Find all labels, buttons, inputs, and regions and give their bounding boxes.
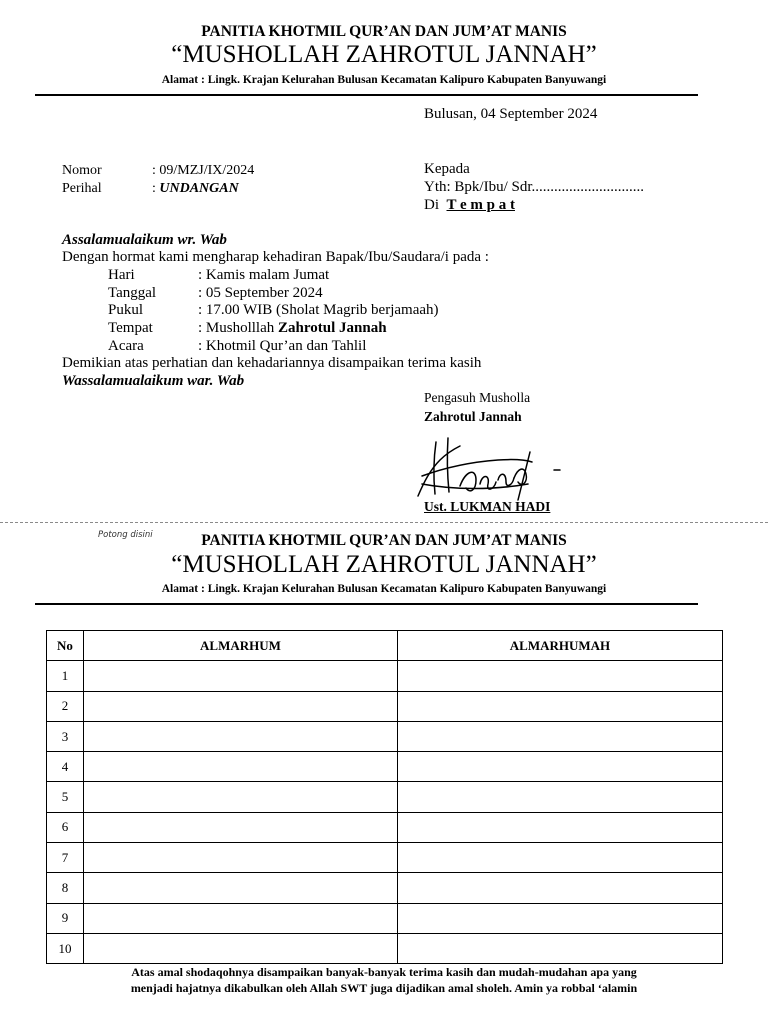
arwah-names-table	[46, 630, 723, 964]
table-row	[47, 933, 723, 963]
almarhum-cell[interactable]	[84, 752, 398, 782]
cut-dashed-line	[0, 522, 768, 523]
table-row	[47, 812, 723, 842]
table-row	[47, 661, 723, 691]
header-divider	[35, 94, 698, 96]
detail-label-tempat: Tempat	[108, 320, 153, 336]
almarhumah-cell[interactable]	[398, 903, 723, 933]
almarhumah-cell[interactable]	[398, 843, 723, 873]
almarhum-cell[interactable]	[84, 903, 398, 933]
detail-value-acara: : Khotmil Qur’an dan Tahlil	[198, 337, 367, 354]
perihal-field	[152, 180, 239, 197]
almarhumah-cell[interactable]	[398, 782, 723, 812]
almarhum-cell[interactable]	[84, 843, 398, 873]
perihal-value: UNDANGAN	[159, 181, 239, 196]
almarhum-cell[interactable]	[84, 782, 398, 812]
almarhum-cell[interactable]	[84, 661, 398, 691]
greeting: Assalamualaikum wr. Wab	[62, 232, 227, 248]
cut-label: Potong disini	[98, 530, 153, 540]
almarhumah-cell[interactable]	[398, 691, 723, 721]
row-number: 5	[47, 782, 84, 812]
almarhumah-cell[interactable]	[398, 873, 723, 903]
signature-name: Ust. LUKMAN HADI	[424, 499, 551, 514]
row-number: 10	[47, 933, 84, 963]
footer-note-line1: Atas amal shodaqohnya disampaikan banyak-banyak terima kasih dan mudah-mudahan apa yang	[131, 965, 637, 979]
detail-label-pukul: Pukul	[108, 302, 144, 318]
table-row	[47, 903, 723, 933]
recipient-di	[424, 197, 515, 215]
table-header-row	[47, 631, 723, 661]
table-row	[47, 873, 723, 903]
recipient-kepada: Kepada	[424, 161, 470, 177]
signature-role: Pengasuh Musholla	[424, 390, 531, 405]
nomor-label: Nomor	[62, 163, 102, 178]
row-number: 1	[47, 661, 84, 691]
closing-text: Demikian atas perhatian dan kehadariannya disampaikan terima kasih	[62, 355, 482, 371]
header-mosque-name: “MUSHOLLAH ZAHROTUL JANNAH”	[171, 41, 597, 68]
footer-note-line2: menjadi hajatnya dikabulkan oleh Allah SWT juga dijadikan amal sholeh. Amin ya robbal ‘alamin	[130, 981, 638, 995]
almarhum-cell[interactable]	[84, 873, 398, 903]
detail-label-tanggal: Tanggal	[108, 284, 157, 301]
perihal-colon: :	[152, 181, 160, 196]
header-address: Alamat : Lingk. Krajan Kelurahan Bulusan Kecamatan Kalipuro Kabupaten Banyuwangi	[161, 74, 607, 86]
almarhumah-cell[interactable]	[398, 752, 723, 782]
table-row	[47, 752, 723, 782]
detail-label-hari: Hari	[108, 267, 135, 283]
col-header-no: No	[47, 631, 84, 661]
detail-value-tanggal: : 05 September 2024	[198, 284, 323, 301]
table-row	[47, 691, 723, 721]
col-header-almarhum: ALMARHUM	[84, 631, 398, 661]
almarhumah-cell[interactable]	[398, 661, 723, 691]
detail-value-tempat	[198, 320, 387, 338]
row-number: 6	[47, 812, 84, 842]
almarhumah-cell[interactable]	[398, 721, 723, 751]
signature-org: Zahrotul Jannah	[424, 409, 522, 424]
header2-org-title: PANITIA KHOTMIL QUR’AN DAN JUM’AT MANIS	[201, 532, 567, 549]
row-number: 2	[47, 691, 84, 721]
intro-text: Dengan hormat kami mengharap kehadiran Bapak/Ibu/Saudara/i pada :	[62, 249, 489, 265]
col-header-almarhumah: ALMARHUMAH	[398, 631, 723, 661]
header2-address: Alamat : Lingk. Krajan Kelurahan Bulusan Kecamatan Kalipuro Kabupaten Banyuwangi	[161, 583, 607, 595]
almarhumah-cell[interactable]	[398, 812, 723, 842]
almarhum-cell[interactable]	[84, 933, 398, 963]
almarhum-cell[interactable]	[84, 691, 398, 721]
header2-divider	[35, 603, 698, 605]
table-row	[47, 843, 723, 873]
almarhumah-cell[interactable]	[398, 933, 723, 963]
recipient-di-label: Di	[424, 197, 439, 213]
detail-value-pukul: : 17.00 WIB (Sholat Magrib berjamaah)	[198, 302, 439, 318]
perihal-label: Perihal	[62, 181, 102, 196]
detail-value-hari: : Kamis malam Jumat	[198, 267, 330, 283]
row-number: 8	[47, 873, 84, 903]
table-row	[47, 782, 723, 812]
row-number: 9	[47, 903, 84, 933]
almarhum-cell[interactable]	[84, 812, 398, 842]
letter-date: Bulusan, 04 September 2024	[424, 106, 598, 122]
salam-penutup: Wassalamualaikum war. Wab	[62, 373, 245, 389]
header-org-title: PANITIA KHOTMIL QUR’AN DAN JUM’AT MANIS	[201, 23, 567, 40]
table-row	[47, 721, 723, 751]
row-number: 4	[47, 752, 84, 782]
recipient-tempat: T e m p a t	[446, 197, 515, 213]
recipient-yth: Yth: Bpk/Ibu/ Sdr..............................	[424, 179, 645, 195]
detail-value-tempat-text: : Musholllah	[198, 320, 279, 336]
detail-value-tempat-bold: Zahrotul Jannah	[278, 320, 387, 336]
signature-scribble	[414, 430, 574, 502]
row-number: 7	[47, 843, 84, 873]
header2-mosque-name: “MUSHOLLAH ZAHROTUL JANNAH”	[171, 551, 597, 578]
detail-label-acara: Acara	[108, 337, 144, 354]
almarhum-cell[interactable]	[84, 721, 398, 751]
row-number: 3	[47, 721, 84, 751]
nomor-value: : 09/MZJ/IX/2024	[152, 163, 255, 178]
